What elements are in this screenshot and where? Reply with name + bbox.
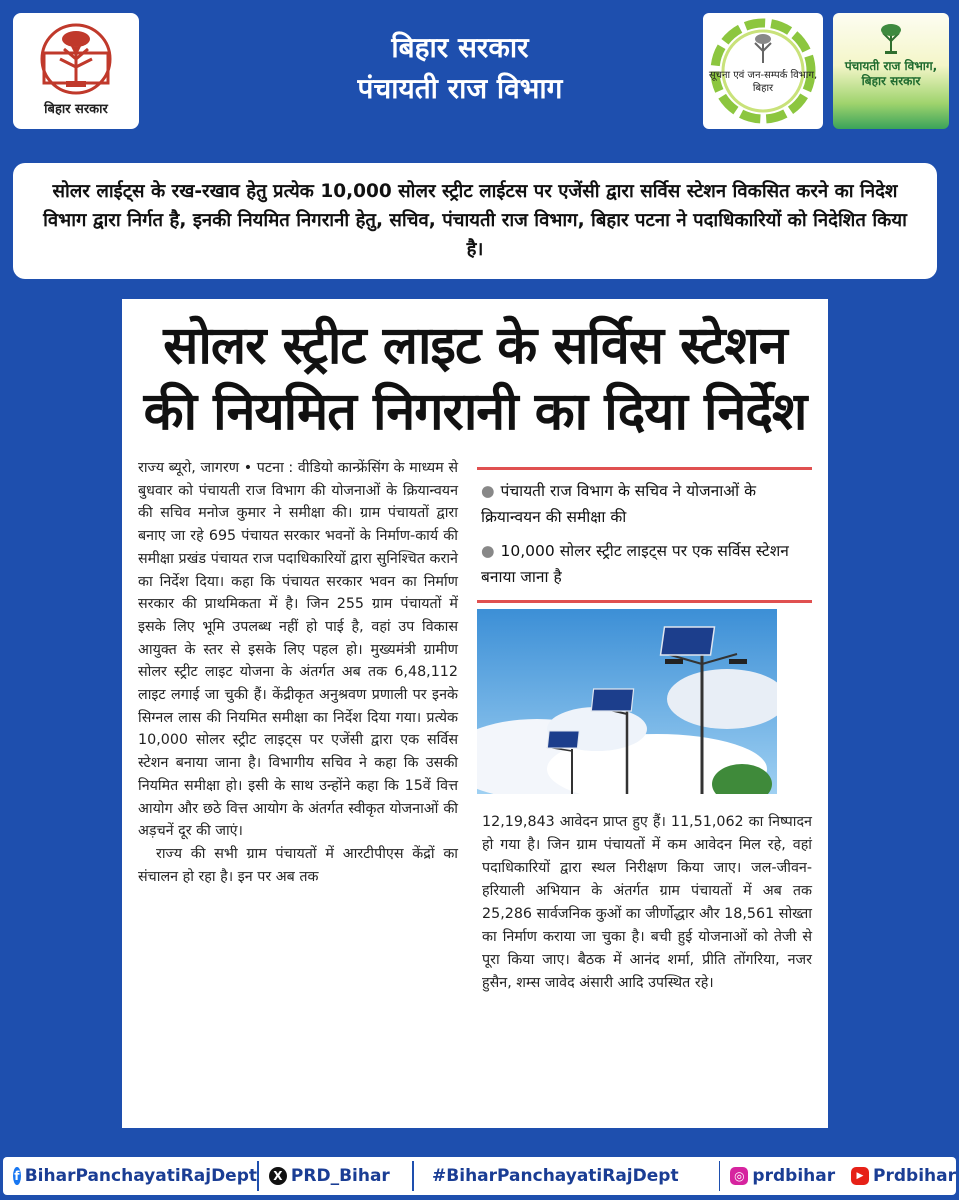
article-column-right — [482, 811, 812, 995]
hashtag-text: #BiharPanchayatiRajDept — [432, 1166, 679, 1186]
highlight-box — [477, 467, 812, 603]
bullet-icon: ● — [481, 542, 495, 560]
hashtag-link[interactable] — [414, 1166, 718, 1186]
summary-box — [13, 163, 937, 279]
facebook-icon: f — [14, 1169, 20, 1183]
youtube-link[interactable] — [845, 1166, 956, 1186]
x-link[interactable] — [259, 1166, 412, 1186]
bullet-icon: ● — [481, 482, 495, 500]
x-icon: X — [269, 1167, 287, 1185]
panchayati-raj-logo — [833, 13, 949, 129]
social-footer — [3, 1157, 956, 1195]
highlight-item — [477, 478, 812, 530]
logo-caption: बिहार सरकार — [44, 102, 108, 117]
bihar-emblem-logo — [13, 13, 139, 129]
instagram-handle: prdbihar — [752, 1166, 836, 1186]
headline-line-2: की नियमित निगरानी का दिया निर्देश — [143, 382, 807, 442]
x-handle: PRD_Bihar — [290, 1166, 390, 1186]
highlight-text: पंचायती राज विभाग के सचिव ने योजनाओं के क्रियान्वयन की समीक्षा की — [481, 482, 756, 526]
headline-line-1: सोलर स्ट्रीट लाइट के सर्विस स्टेशन — [163, 316, 787, 376]
highlight-item — [477, 538, 812, 590]
newspaper-clipping — [122, 299, 828, 1128]
solar-street-light-photo — [477, 609, 777, 794]
highlight-text: 10,000 सोलर स्ट्रीट लाइट्स पर एक सर्विस स्टेशन बनाया जाना है — [481, 542, 789, 586]
youtube-icon: ▶ — [851, 1167, 869, 1185]
page-title — [250, 28, 670, 110]
bodhi-tree-emblem-icon — [30, 19, 122, 97]
title-line-1: बिहार सरकार — [391, 31, 529, 64]
facebook-link[interactable] — [3, 1166, 257, 1186]
title-line-2: पंचायती राज विभाग — [357, 72, 563, 105]
article-headline — [142, 313, 808, 445]
ipr-logo-text: सूचना एवं जन-सम्पर्क विभाग, बिहार — [708, 70, 818, 94]
article-column-left — [138, 457, 458, 888]
summary-text: सोलर लाईट्स के रख-रखाव हेतु प्रत्येक 10,000 सोलर स्ट्रीट लाईटस पर एजेंसी द्वारा सर्विस स्टेशन विकसित करने का निदेश विभाग द्वारा निर्गत है, इनकी नियमित निगरानी हेतु, सचिव, पंचायती राज विभाग, बिहार पटना ने पदाधिकारियों को निदेशित किया है। — [43, 181, 907, 260]
ipr-department-logo — [703, 13, 823, 129]
instagram-link[interactable] — [720, 1166, 845, 1186]
tree-emblem-icon — [871, 21, 911, 55]
youtube-handle: Prdbihar — [873, 1166, 956, 1186]
article-paragraph: 12,19,843 आवेदन प्राप्त हुए हैं। 11,51,062 का निष्पादन हो गया है। जिन ग्राम पंचायतों में कम आवेदन मिल रहे, वहां पदाधिकारियों द्वारा स्थल निरीक्षण किया जाए। जल-जीवन-हरियाली अभियान के अंतर्गत ग्राम पंचायतों में अब तक 25,286 सार्वजनिक कुओं का जीर्णोद्धार और 18,561 सोख्ता का निर्माण कराया जा चुका है। बची हुई योजनाओं को तेजी से पूरा किया जाए। बैठक में आनंद शर्मा, प्रीति तोंगरिया, नजर हुसैन, शम्स जावेद अंसारी आदि उपस्थित रहे। — [482, 814, 812, 991]
article-paragraph: राज्य की सभी ग्राम पंचायतों में आरटीपीएस केंद्रों का संचालन हो रहा है। इन पर अब तक — [138, 845, 458, 885]
article-paragraph: राज्य ब्यूरो, जागरण • पटना : वीडियो कान्फ्रेंसिंग के माध्यम से बुधवार को पंचायती राज विभाग की योजनाओं के क्रियान्वयन की सचिव मनोज कुमार ने समीक्षा की। ग्राम पंचायतों द्वारा बनाए जा रहे 695 पंचायत सरकार भवनों के निर्माण-कार्य की समीक्षा प्रखंड पंचायत राज पदाधिकारियों द्वारा सुनिश्चित कराने का निर्देश दिया। कहा कि पंचायत सरकार भवन का निर्माण सरकार की प्राथमिकता में है। जिन 255 ग्राम पंचायतों में इसके लिए भूमि उपलब्ध नहीं हो पाई है, वहां उप विकास आयुक्त के स्तर से इसके लिए पहल हो। मुख्यमंत्री ग्रामीण सोलर स्ट्रीट लाइट योजना के अंतर्गत अब तक 6,48,112 लाइट लगाई जा चुकी हैं। केंद्रीकृत अनुश्रवण प्रणाली पर इनके सिग्नल लास की नियमित समीक्षा का निर्देश दिया गया। प्रत्येक 10,000 सोलर स्ट्रीट लाइट्स पर एजेंसी द्वारा एक सर्विस स्टेशन बनाया जाना है। विभागीय सचिव ने कहा कि उसकी नियमित समीक्षा हो। इसी के साथ उन्होंने कहा कि 15वें वित्त आयोग और छठे वित्त आयोग के अंतर्गत स्वीकृत योजनाओं की अड़चनें दूर की जाएं। — [138, 460, 458, 840]
instagram-icon: ◎ — [730, 1167, 748, 1185]
highlight-divider — [477, 600, 812, 603]
panchayati-raj-logo-text: पंचायती राज विभाग, बिहार सरकार — [844, 59, 938, 88]
facebook-handle: BiharPanchayatiRajDept — [24, 1166, 257, 1186]
